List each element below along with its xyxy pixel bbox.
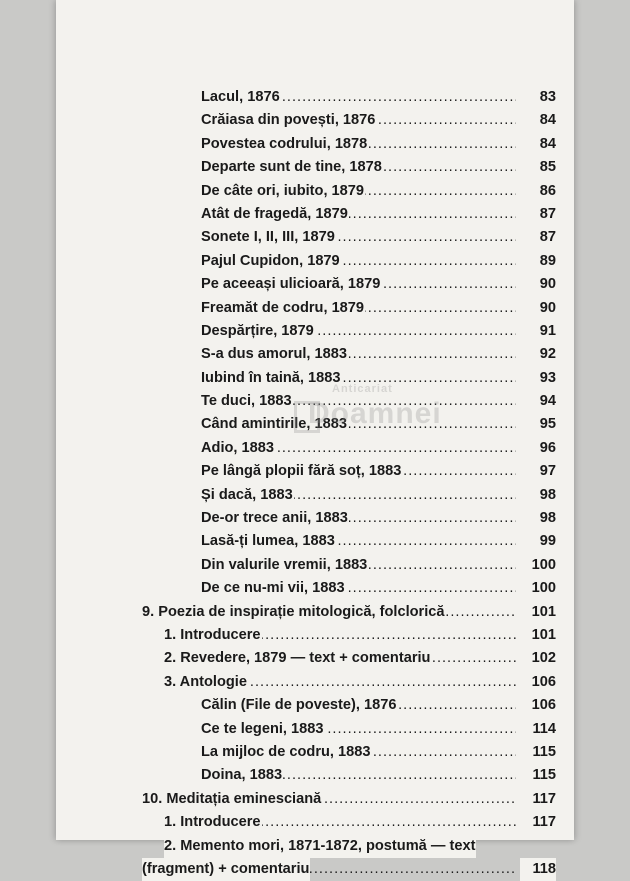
- toc-entry-title: 2. Revedere, 1879 — text + comentariu: [164, 647, 431, 670]
- toc-entry-page-number: 99: [520, 530, 556, 553]
- toc-entry-title: Departe sunt de tine, 1878: [201, 156, 383, 179]
- toc-entry-page-number: 85: [520, 156, 556, 179]
- table-of-contents: [56, 86, 574, 881]
- toc-entry-title: Freamăt de codru, 1879: [201, 297, 365, 320]
- toc-entry-page-number: 102: [520, 647, 556, 670]
- toc-entry-title: Crăiasa din povești, 1876: [201, 109, 376, 132]
- toc-entry-page-number: 90: [520, 273, 556, 296]
- toc-entry: [56, 835, 574, 858]
- toc-entry-page-number: 117: [520, 811, 556, 834]
- toc-entry-title: Povestea codrului, 1878: [201, 133, 368, 156]
- toc-entry-title: De ce nu-mi vii, 1883: [201, 577, 346, 600]
- toc-entry: [56, 624, 574, 647]
- toc-entry-page-number: 117: [520, 788, 556, 811]
- toc-entry: [56, 109, 574, 132]
- toc-entry: [56, 437, 574, 460]
- toc-entry: [56, 250, 574, 273]
- toc-entry: [56, 367, 574, 390]
- toc-entry-title: Adio, 1883: [201, 437, 275, 460]
- toc-entry-title: Doina, 1883: [201, 764, 283, 787]
- toc-entry: [56, 180, 574, 203]
- toc-entry-title: Și dacă, 1883: [201, 484, 294, 507]
- toc-entry-title: Iubind în taină, 1883: [201, 367, 341, 390]
- toc-entry-page-number: 86: [520, 180, 556, 203]
- toc-entry-page-number: 101: [520, 624, 556, 647]
- toc-entry-title: Când amintirile, 1883: [201, 413, 348, 436]
- toc-entry: [56, 741, 574, 764]
- toc-entry-title: Despărțire, 1879: [201, 320, 315, 343]
- toc-entry-title: Călin (File de poveste), 1876: [201, 694, 397, 717]
- toc-entry-title: Din valurile vremii, 1883: [201, 554, 368, 577]
- book-page: [56, 0, 574, 877]
- toc-entry-page-number: 96: [520, 437, 556, 460]
- toc-entry: [56, 273, 574, 296]
- toc-entry: [56, 554, 574, 577]
- toc-entry-title: Te duci, 1883: [201, 390, 293, 413]
- toc-entry-title: Pajul Cupidon, 1879: [201, 250, 341, 273]
- toc-entry-page-number: 114: [520, 718, 556, 741]
- toc-entry: [56, 718, 574, 741]
- toc-entry: [56, 484, 574, 507]
- toc-entry-page-number: 118: [520, 858, 556, 881]
- toc-entry: [56, 858, 574, 881]
- toc-entry-page-number: 106: [520, 671, 556, 694]
- toc-entry-page-number: 98: [520, 484, 556, 507]
- toc-entry-page-number: 89: [520, 250, 556, 273]
- toc-entry-title: (fragment) + comentariu: [142, 858, 310, 881]
- toc-entry-title: De-or trece anii, 1883: [201, 507, 349, 530]
- toc-entry-title: Lasă-ți lumea, 1883: [201, 530, 336, 553]
- toc-entry-title: Ce te legeni, 1883: [201, 718, 325, 741]
- toc-entry-page-number: 115: [520, 741, 556, 764]
- toc-entry-title: Pe lângă plopii fără soț, 1883: [201, 460, 402, 483]
- toc-entry-page-number: 100: [520, 554, 556, 577]
- toc-entry-page-number: 98: [520, 507, 556, 530]
- toc-entry-title: De câte ori, iubito, 1879: [201, 180, 365, 203]
- toc-entry-title: S-a dus amorul, 1883: [201, 343, 348, 366]
- toc-entry-page-number: 87: [520, 226, 556, 249]
- toc-entry-title: 1. Introducere: [164, 811, 262, 834]
- toc-entry: [56, 390, 574, 413]
- toc-entry-page-number: 95: [520, 413, 556, 436]
- toc-entry-title: Lacul, 1876: [201, 86, 281, 109]
- toc-entry: [56, 297, 574, 320]
- toc-entry: [56, 320, 574, 343]
- toc-entry: [56, 133, 574, 156]
- toc-entry: [56, 226, 574, 249]
- toc-entry-title: 2. Memento mori, 1871-1872, postumă — text: [164, 835, 476, 858]
- toc-entry-page-number: 92: [520, 343, 556, 366]
- watermark-small-text: Anticariat: [332, 383, 393, 395]
- toc-entry: [56, 671, 574, 694]
- toc-entry-page-number: 90: [520, 297, 556, 320]
- toc-entry: [56, 413, 574, 436]
- toc-entry: [56, 530, 574, 553]
- toc-entry-title: Sonete I, II, III, 1879: [201, 226, 336, 249]
- toc-entry: [56, 343, 574, 366]
- toc-entry-title: 10. Meditația eminesciană: [142, 788, 322, 811]
- toc-entry: [56, 203, 574, 226]
- toc-entry-page-number: 83: [520, 86, 556, 109]
- toc-entry: [56, 764, 574, 787]
- toc-entry: [56, 694, 574, 717]
- toc-entry: [56, 577, 574, 600]
- toc-entry: [56, 86, 574, 109]
- toc-entry-title: 9. Poezia de inspirație mitologică, folclorică: [142, 601, 446, 624]
- toc-entry-page-number: 100: [520, 577, 556, 600]
- toc-entry-page-number: 115: [520, 764, 556, 787]
- toc-entry-page-number: 84: [520, 109, 556, 132]
- watermark-big-text: Doamnei: [308, 397, 442, 430]
- toc-entry-page-number: 97: [520, 460, 556, 483]
- toc-entry-page-number: 84: [520, 133, 556, 156]
- toc-entry-page-number: 106: [520, 694, 556, 717]
- toc-entry-page-number: 91: [520, 320, 556, 343]
- toc-entry-page-number: 87: [520, 203, 556, 226]
- toc-entry-title: 1. Introducere: [164, 624, 262, 647]
- toc-entry: [56, 507, 574, 530]
- toc-entry-title: La mijloc de codru, 1883: [201, 741, 372, 764]
- toc-entry-title: Atât de fragedă, 1879: [201, 203, 349, 226]
- toc-entry: [56, 156, 574, 179]
- toc-entry-title: Pe aceeași ulicioară, 1879: [201, 273, 381, 296]
- toc-entry: [56, 601, 574, 624]
- toc-entry: [56, 647, 574, 670]
- toc-entry-page-number: 93: [520, 367, 556, 390]
- toc-entry: [56, 788, 574, 811]
- toc-entry-page-number: 94: [520, 390, 556, 413]
- toc-entry: [56, 460, 574, 483]
- toc-entry-title: 3. Antologie: [164, 671, 248, 694]
- toc-entry: [56, 811, 574, 834]
- toc-entry-page-number: 101: [520, 601, 556, 624]
